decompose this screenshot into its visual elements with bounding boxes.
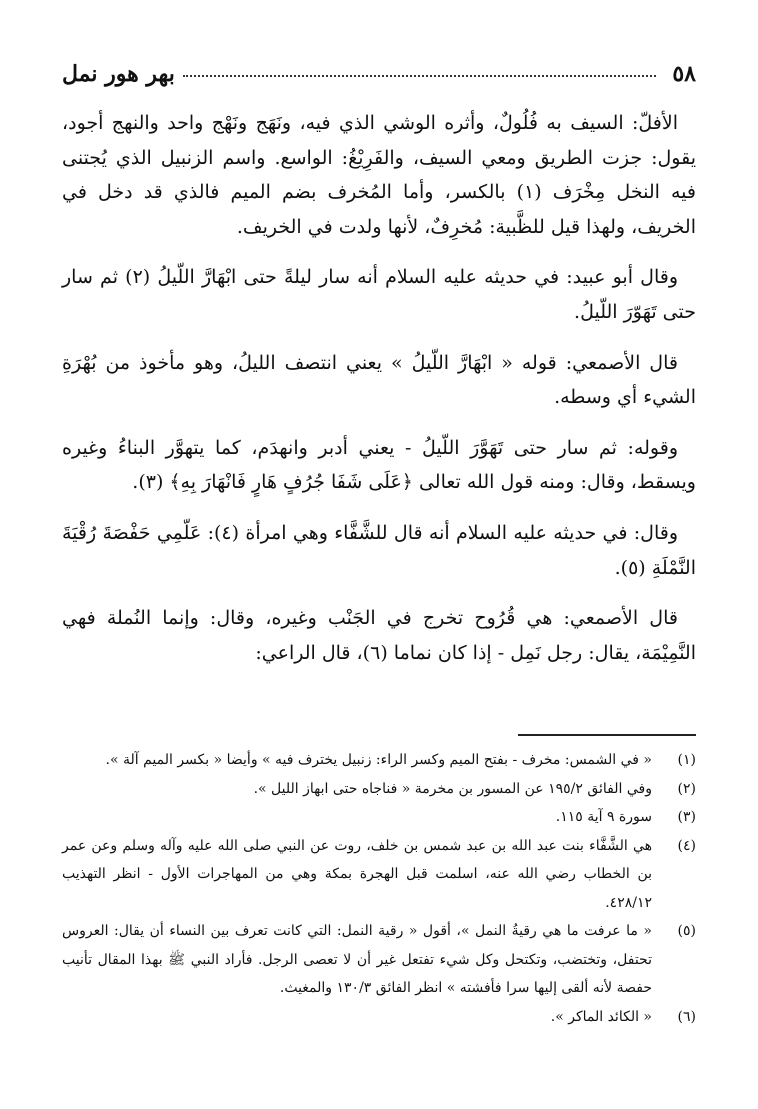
footnotes [62, 746, 696, 1031]
footnote-text: وفي الفائق ١٩٥/٢ عن المسور بن مخرمة « فناجاه حتى ابهاز الليل ». [253, 780, 652, 797]
header-dotted-leader [183, 75, 657, 77]
footnote-text: « ما عرفت ما هي رقيةُ النمل »، أقول « رقية النمل: التي كانت تعرف بين النساء أن يقال: العروس تحتفل، وتختضب، وتكتحل وكل شيء تفتعل غير أن لا تعصى الرجل. فأراد النبي ﷺ بهذا المقال تأنيب حفصة لأنه ألقى إليها سرا فأفشته » انظر الفائق ١٣٠/٣ والمغيث. [62, 923, 652, 996]
paragraph-4: وقوله: ثم سار حتى تَهَوَّرَ اللّيلُ - يعني أدبر وانهدَم، كما يتهوَّر البناءُ وغيره ويسقط، وقال: ومنه قول الله تعالى ﴿عَلَى شَفَا جُرُفٍ هَارٍ فَانْهَارَ بِهِ﴾ (٣). [62, 436, 696, 494]
page-header [62, 56, 696, 92]
page-number: ٥٨ [672, 61, 696, 87]
footnote-text: هي الشَّفَّاء بنت عبد الله بن عبد شمس بن خلف، روت عن النبي صلى الله عليه وآله وسلم وعن عمر بن الخطاب رضي الله عنه، اسلمت قبل الهجرة بمكة وهي من المهاجرات الأول - انظر التهذيب ٤٢٨/١٢. [62, 837, 652, 911]
footnote-text: « في الشمس: مخرف - بفتح الميم وكسر الراء: زنبيل يخترف فيه » وأيضا « بكسر الميم آلة ». [105, 752, 652, 768]
footnote-number: (٤) [677, 837, 696, 854]
footnote-number: (١) [677, 752, 696, 768]
footnote-text: « الكائد الماكر ». [550, 1008, 652, 1025]
paragraph-5: وقال: في حديثه عليه السلام أنه قال للشَّفَّاء وهي امرأة (٤): عَلّمِي حَفْصَةَ رُقْيَةَ النَّمْلَةِ (٥). [62, 521, 696, 579]
paragraph-3: قال الأصمعي: قوله « ابْهَارَّ اللّيلُ » يعني انتصف الليلُ، وهو مأخوذ من بُهْرَةِ الشيء أي وسطه. [62, 351, 696, 409]
footnote-number: (٣) [677, 809, 696, 825]
footnote-item [62, 832, 696, 918]
footnote-text: سورة ٩ آية ١١٥. [555, 809, 652, 825]
footnote-separator [518, 734, 696, 736]
footnote-number: (٥) [677, 923, 696, 939]
footnote-number: (٢) [677, 780, 696, 797]
paragraph-2: وقال أبو عبيد: في حديثه عليه السلام أنه سار ليلةً حتى ابْهَارَّ اللّيلُ (٢) ثم سار حتى تَهَوّرَ اللّيلُ. [62, 266, 696, 323]
paragraph-6: قال الأصمعي: هي قُرُوح تخرج في الجَنْب وغيره، وقال: وإنما النُملة فهي النَّمِيْمَة، يقال: رجل نَمِل - إذا كان نماما (٦)، قال الراعي: [62, 607, 696, 664]
paragraph-1: الأفلّ: السيف به فُلُولٌ، وأثره الوشي الذي فيه، ونَهَج ونَهْج واحد والنهج أجود، يقول: جزت الطريق ومعي السيف، والفَرِيْغُ: الواسع. واسم الزنبيل الذي يُجتنى فيه النخل مِخْرَف (١) بالكسر، وأما المُخرف بضم الميم فالذي قد دخل في الخريف، ولهذا قيل للظَّبية: مُخرِفٌ، لأنها ولدت في الخريف. [62, 112, 696, 238]
footnote-item [62, 803, 696, 832]
footnote-item [62, 746, 696, 775]
footnote-item [62, 1003, 696, 1032]
footnote-item [62, 917, 696, 1003]
main-text [62, 106, 696, 682]
footnote-item [62, 775, 696, 804]
footnote-number: (٦) [677, 1008, 696, 1025]
running-title: بهر هور نمل [62, 61, 175, 87]
